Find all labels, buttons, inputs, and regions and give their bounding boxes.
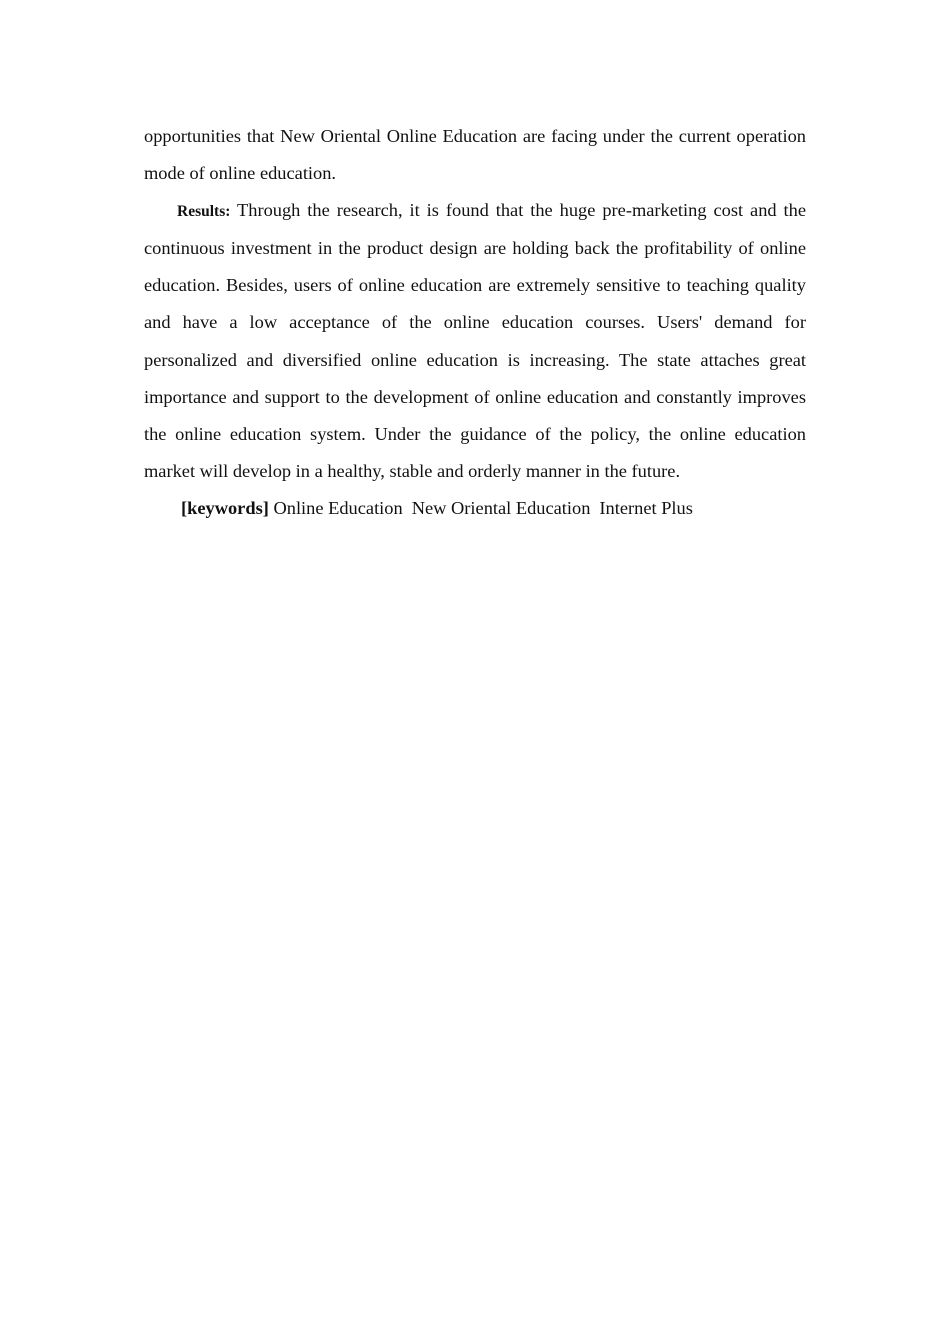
results-paragraph <box>144 192 806 490</box>
continued-paragraph: opportunities that New Oriental Online Education are facing under the current operation mode of online education. <box>144 126 806 184</box>
document-body <box>144 118 806 527</box>
keywords-label: [keywords] <box>181 497 269 518</box>
keyword-item: Internet Plus <box>599 497 693 518</box>
keyword-item: Online Education <box>273 497 403 518</box>
keywords-line <box>144 490 806 527</box>
keyword-item: New Oriental Education <box>411 497 591 518</box>
results-text: Through the research, it is found that the huge pre-marketing cost and the continuous investment in the product design are holding back the profitability of online education. Besides, users of online education are extremely sensitive to teaching quality and have a low acceptance of the online education courses. Users' demand for personalized and diversified online education is increasing. The state attaches great importance and support to the development of online education and constantly improves the online education system. Under the guidance of the policy, the online education market will develop in a healthy, stable and orderly manner in the future. <box>144 200 807 481</box>
results-label: Results: <box>177 203 231 221</box>
